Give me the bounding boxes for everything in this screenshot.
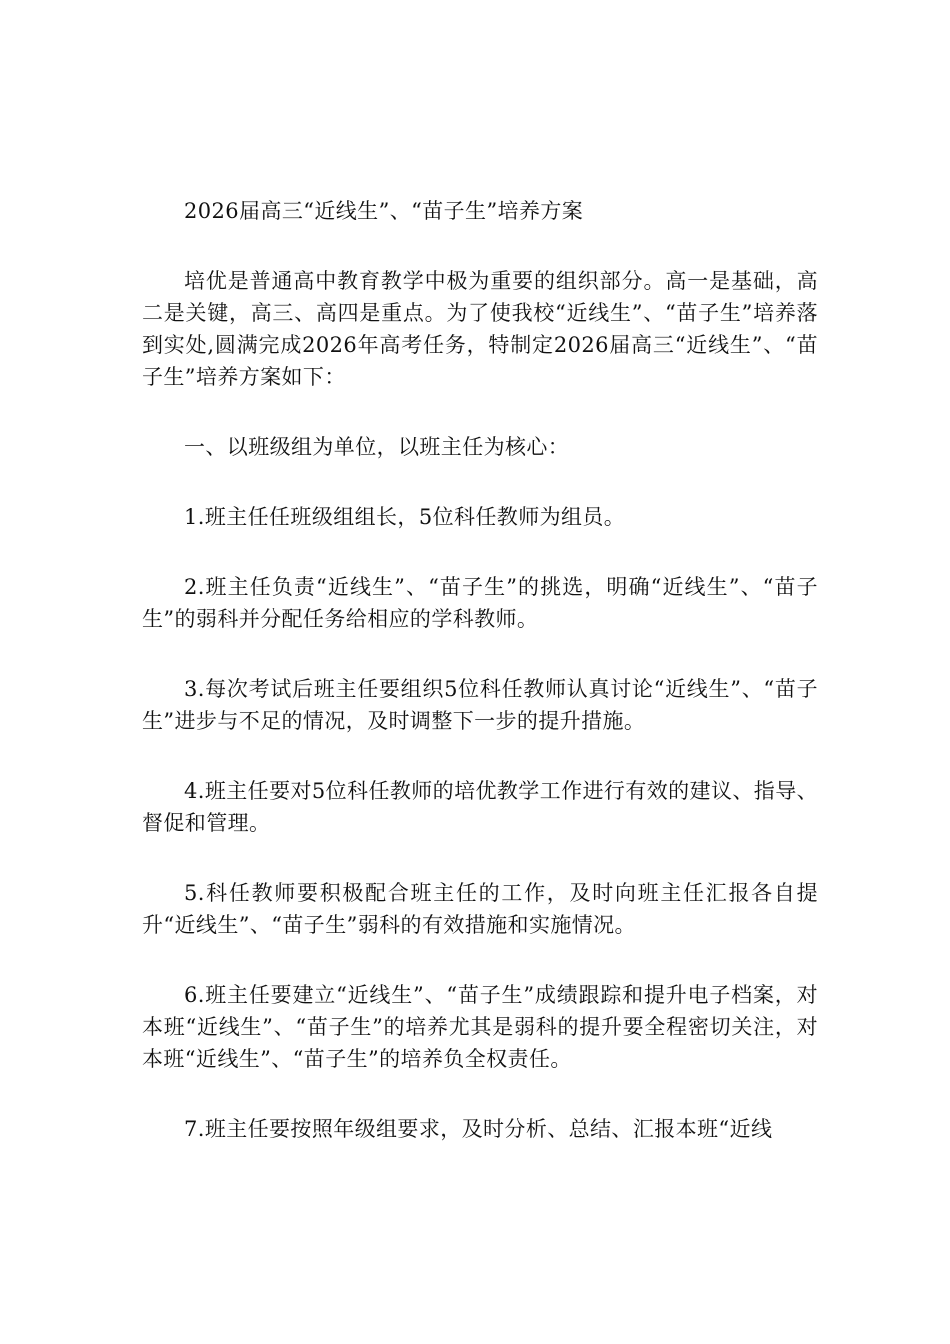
intro-paragraph: 培优是普通高中教育教学中极为重要的组织部分。高一是基础，高二是关键，高三、高四是重点。为了使我校“近线生”、“苗子生”培养落到实处,圆满完成2026年高考任务，特制定2026届高三“近线生”、“苗子生”培养方案如下： <box>142 269 818 389</box>
list-item-4: 4.班主任要对5位科任教师的培优教学工作进行有效的建议、指导、督促和管理。 <box>142 779 818 835</box>
section-1-heading: 一、以班级组为单位，以班主任为核心： <box>184 435 570 459</box>
list-item-1: 1.班主任任班级组组长，5位科任教师为组员。 <box>184 505 626 529</box>
list-item-6: 6.班主任要建立“近线生”、“苗子生”成绩跟踪和提升电子档案，对本班“近线生”、“苗子生”的培养尤其是弱科的提升要全程密切关注，对本班“近线生”、“苗子生”的培养负全权责任。 <box>142 983 818 1071</box>
list-item-5: 5.科任教师要积极配合班主任的工作，及时向班主任汇报各自提升“近线生”、“苗子生”弱科的有效措施和实施情况。 <box>142 881 818 937</box>
list-item-2: 2.班主任负责“近线生”、“苗子生”的挑选，明确“近线生”、“苗子生”的弱科并分配任务给相应的学科教师。 <box>142 575 818 631</box>
list-item-7: 7.班主任要按照年级组要求，及时分析、总结、汇报本班“近线 <box>184 1117 773 1141</box>
document-body <box>142 195 818 1183</box>
document-title: 2026届高三“近线生”、“苗子生”培养方案 <box>184 199 584 223</box>
list-item-3: 3.每次考试后班主任要组织5位科任教师认真讨论“近线生”、“苗子生”进步与不足的情况，及时调整下一步的提升措施。 <box>142 677 818 733</box>
